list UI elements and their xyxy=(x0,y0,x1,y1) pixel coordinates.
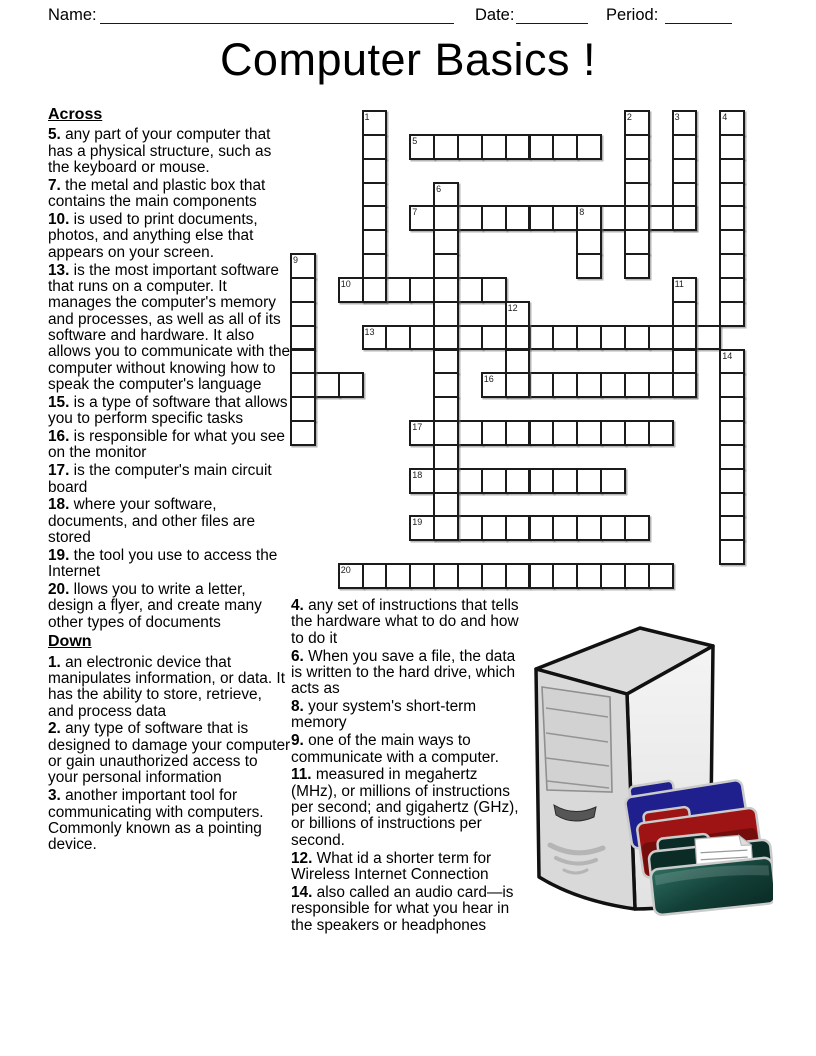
crossword-cell[interactable] xyxy=(433,277,459,303)
crossword-cell[interactable] xyxy=(672,110,698,136)
crossword-cell[interactable] xyxy=(457,515,483,541)
clue-number: 19 xyxy=(412,517,423,528)
crossword-cell[interactable] xyxy=(433,420,459,446)
clue-number: 2 xyxy=(626,112,632,122)
page-title: Computer Basics ! xyxy=(219,34,597,85)
name-label: Name: xyxy=(48,6,97,24)
crossword-cell[interactable] xyxy=(505,205,531,231)
crossword-cell[interactable] xyxy=(505,515,531,541)
crossword-cell[interactable] xyxy=(338,372,364,398)
computer-tower-folders-illustration xyxy=(523,618,773,920)
crossword-cell[interactable] xyxy=(362,110,388,136)
crossword-cell[interactable] xyxy=(481,468,507,494)
crossword-cell[interactable] xyxy=(529,515,555,541)
crossword-cell[interactable] xyxy=(648,205,674,231)
crossword-cell[interactable] xyxy=(290,277,316,303)
crossword-cell[interactable] xyxy=(719,468,745,494)
crossword-cell[interactable] xyxy=(409,325,435,351)
crossword-cell[interactable] xyxy=(481,277,507,303)
crossword-cell[interactable] xyxy=(433,492,459,518)
crossword-cell[interactable] xyxy=(576,468,602,494)
crossword-cell[interactable] xyxy=(719,182,745,208)
crossword-cell[interactable] xyxy=(529,468,555,494)
period-label: Period: xyxy=(606,6,659,24)
crossword-cell[interactable] xyxy=(719,134,745,160)
crossword-cell[interactable] xyxy=(672,134,698,160)
clue-5: 5. any part of your computer that has a physical structure, such as the keyboard or mouse. xyxy=(48,126,272,177)
crossword-cell[interactable] xyxy=(290,349,316,375)
crossword-cell[interactable] xyxy=(672,372,698,398)
clue-number: 7 xyxy=(412,207,418,218)
crossword-cell[interactable] xyxy=(624,110,650,136)
crossword-cell[interactable] xyxy=(600,420,626,446)
crossword-cell[interactable] xyxy=(672,325,698,351)
crossword-cell[interactable] xyxy=(576,253,602,279)
crossword-cell[interactable] xyxy=(457,420,483,446)
clue-13: 13. is the most important software that runs on a computer. It manages the computer's memory and processes, as well as all of its software and hardware. It also allows you to communicate with the computer without knowing how to speak the computer's language xyxy=(48,261,291,393)
crossword-cell[interactable] xyxy=(719,420,745,446)
clue-number: 11 xyxy=(674,278,684,289)
crossword-cell[interactable] xyxy=(719,229,745,255)
crossword-cell[interactable] xyxy=(481,420,507,446)
crossword-cell[interactable] xyxy=(624,205,650,231)
crossword-cell[interactable] xyxy=(385,563,411,589)
crossword-cell[interactable] xyxy=(529,205,555,231)
clue-11: 11. measured in megahertz (MHz), or millions of instructions per second; and gigahertz (GHz), or billions of instructions per second. xyxy=(291,766,519,849)
crossword-cell[interactable] xyxy=(552,468,578,494)
crossword-cell[interactable] xyxy=(576,325,602,351)
clue-15: 15. is a type of software that allows you to perform specific tasks xyxy=(48,393,288,428)
crossword-cell[interactable] xyxy=(481,325,507,351)
crossword-cell[interactable] xyxy=(433,563,459,589)
clue-3: 3. another important tool for communicating with computers. Commonly known as a pointing device. xyxy=(48,787,264,854)
crossword-cell[interactable] xyxy=(600,515,626,541)
clue-17: 17. is the computer's main circuit board xyxy=(48,462,272,496)
date-label: Date: xyxy=(475,6,515,24)
crossword-cell[interactable] xyxy=(505,301,531,327)
crossword-cell[interactable] xyxy=(505,325,531,351)
crossword-cell[interactable] xyxy=(481,515,507,541)
crossword-cell[interactable] xyxy=(600,563,626,589)
crossword-cell[interactable] xyxy=(719,539,745,565)
clue-number: 17 xyxy=(412,422,423,433)
crossword-cell[interactable] xyxy=(672,205,698,231)
crossword-cell[interactable] xyxy=(719,515,745,541)
crossword-cell[interactable] xyxy=(624,158,650,184)
clue-8: 8. your system's short-term memory xyxy=(291,698,477,732)
crossword-cell[interactable] xyxy=(505,563,531,589)
clue-number: 12 xyxy=(507,302,518,313)
crossword-cell[interactable] xyxy=(433,229,459,255)
clue-19: 19. the tool you use to access the Internet xyxy=(48,546,278,581)
crossword-cell[interactable] xyxy=(433,396,459,422)
crossword-cell[interactable] xyxy=(433,468,459,494)
crossword-cell[interactable] xyxy=(433,301,459,327)
crossword-cell[interactable] xyxy=(409,134,435,160)
crossword-cell[interactable] xyxy=(552,325,578,351)
crossword-cell[interactable] xyxy=(290,372,316,398)
crossword-cell[interactable] xyxy=(648,563,674,589)
crossword-cell[interactable] xyxy=(552,372,578,398)
crossword-cell[interactable] xyxy=(362,182,388,208)
crossword-cell[interactable] xyxy=(290,396,316,422)
crossword-cell[interactable] xyxy=(433,515,459,541)
crossword-cell[interactable] xyxy=(433,372,459,398)
down-clue-list-part2 xyxy=(291,598,526,934)
crossword-cell[interactable] xyxy=(672,182,698,208)
crossword-cell[interactable] xyxy=(600,468,626,494)
down-header: Down xyxy=(48,633,92,651)
crossword-cell[interactable] xyxy=(552,563,578,589)
crossword-cell[interactable] xyxy=(362,229,388,255)
crossword-cell[interactable] xyxy=(314,372,340,398)
crossword-cell[interactable] xyxy=(409,515,435,541)
clue-column-left xyxy=(48,107,291,855)
crossword-cell[interactable] xyxy=(719,301,745,327)
crossword-cell[interactable] xyxy=(600,372,626,398)
crossword-cell[interactable] xyxy=(362,205,388,231)
crossword-cell[interactable] xyxy=(719,158,745,184)
crossword-cell[interactable] xyxy=(433,205,459,231)
clue-6: 6. When you save a file, the data is written to the hard drive, which acts as xyxy=(291,647,516,698)
crossword-cell[interactable] xyxy=(624,515,650,541)
crossword-cell[interactable] xyxy=(624,182,650,208)
drive-bay-panel xyxy=(542,687,612,792)
crossword-cell[interactable] xyxy=(529,563,555,589)
crossword-cell[interactable] xyxy=(362,277,388,303)
crossword-cell[interactable] xyxy=(433,182,459,208)
crossword-cell[interactable] xyxy=(719,253,745,279)
folder-teal xyxy=(647,827,773,915)
crossword-cell[interactable] xyxy=(481,134,507,160)
crossword-cell[interactable] xyxy=(362,134,388,160)
crossword-cell[interactable] xyxy=(624,325,650,351)
crossword-cell[interactable] xyxy=(719,396,745,422)
clue-9: 9. one of the main ways to communicate with a computer. xyxy=(291,732,499,766)
clue-number: 5 xyxy=(412,135,418,146)
crossword-cell[interactable] xyxy=(576,563,602,589)
crossword-cell[interactable] xyxy=(529,134,555,160)
crossword-cell[interactable] xyxy=(576,515,602,541)
clue-column-middle xyxy=(291,598,526,935)
crossword-cell[interactable] xyxy=(481,563,507,589)
clue-number: 4 xyxy=(722,112,728,122)
crossword-cell[interactable] xyxy=(576,205,602,231)
crossword-cell[interactable] xyxy=(409,468,435,494)
crossword-cell[interactable] xyxy=(672,349,698,375)
clue-number: 8 xyxy=(579,207,585,218)
crossword-cell[interactable] xyxy=(457,205,483,231)
crossword-cell[interactable] xyxy=(409,563,435,589)
crossword-cell[interactable] xyxy=(457,277,483,303)
crossword-cell[interactable] xyxy=(576,134,602,160)
clue-number: 18 xyxy=(412,469,423,480)
crossword-cell[interactable] xyxy=(385,277,411,303)
crossword-cell[interactable] xyxy=(481,372,507,398)
clue-7: 7. the metal and plastic box that contains the main components xyxy=(48,176,266,211)
clue-number: 20 xyxy=(340,565,351,576)
clue-number: 9 xyxy=(293,255,299,266)
crossword-cell[interactable] xyxy=(719,205,745,231)
crossword-cell[interactable] xyxy=(338,563,364,589)
crossword-cell[interactable] xyxy=(576,229,602,255)
crossword-cell[interactable] xyxy=(719,492,745,518)
crossword-cell[interactable] xyxy=(457,134,483,160)
crossword-cell[interactable] xyxy=(433,349,459,375)
crossword-cell[interactable] xyxy=(457,468,483,494)
crossword-cell[interactable] xyxy=(719,444,745,470)
crossword-cell[interactable] xyxy=(600,325,626,351)
crossword-cell[interactable] xyxy=(719,110,745,136)
crossword-cell[interactable] xyxy=(672,277,698,303)
crossword-cell[interactable] xyxy=(505,420,531,446)
crossword-cell[interactable] xyxy=(719,372,745,398)
down-clue-list-part1 xyxy=(48,655,291,854)
crossword-cell[interactable] xyxy=(552,420,578,446)
crossword-cell[interactable] xyxy=(624,563,650,589)
crossword-cell[interactable] xyxy=(433,253,459,279)
crossword-cell[interactable] xyxy=(529,372,555,398)
crossword-cell[interactable] xyxy=(719,277,745,303)
crossword-cell[interactable] xyxy=(290,253,316,279)
crossword-cell[interactable] xyxy=(505,468,531,494)
clue-number: 6 xyxy=(436,183,442,194)
crossword-cell[interactable] xyxy=(695,325,721,351)
crossword-cell[interactable] xyxy=(362,158,388,184)
clue-2: 2. any type of software that is designed to damage your computer or gain unauthorized access to your personal information xyxy=(48,720,291,787)
crossword-cell[interactable] xyxy=(552,134,578,160)
crossword-cell[interactable] xyxy=(672,301,698,327)
clue-16: 16. is responsible for what you see on the monitor xyxy=(48,428,285,462)
crossword-cell[interactable] xyxy=(648,372,674,398)
clue-1: 1. an electronic device that manipulates information, or data. It has the ability to store, retrieve, and process data xyxy=(48,653,285,720)
crossword-cell[interactable] xyxy=(457,325,483,351)
crossword-cell[interactable] xyxy=(624,420,650,446)
clue-number: 10 xyxy=(340,278,351,289)
crossword-cell[interactable] xyxy=(505,349,531,375)
crossword-cell[interactable] xyxy=(481,205,507,231)
crossword-cell[interactable] xyxy=(719,349,745,375)
clue-18: 18. where your software, documents, and other files are stored xyxy=(48,496,256,547)
crossword-cell[interactable] xyxy=(409,420,435,446)
clue-number: 3 xyxy=(674,112,680,122)
crossword-cell[interactable] xyxy=(505,134,531,160)
crossword-cell[interactable] xyxy=(362,563,388,589)
crossword-cell[interactable] xyxy=(290,420,316,446)
clue-number: 16 xyxy=(483,374,494,385)
clue-12: 12. What id a shorter term for Wireless Internet Connection xyxy=(291,849,492,883)
clue-4: 4. any set of instructions that tells the hardware what to do and how to do it xyxy=(291,597,519,647)
clue-14: 14. also called an audio card—is responsible for what you hear in the speakers or headphones xyxy=(291,883,514,934)
crossword-cell[interactable] xyxy=(457,563,483,589)
crossword-cell[interactable] xyxy=(624,229,650,255)
crossword-cell[interactable] xyxy=(648,325,674,351)
clue-number: 13 xyxy=(364,326,375,337)
crossword-cell[interactable] xyxy=(338,277,364,303)
crossword-cell[interactable] xyxy=(505,372,531,398)
clue-number: 14 xyxy=(722,350,733,361)
across-header: Across xyxy=(48,106,103,123)
crossword-cell[interactable] xyxy=(362,325,388,351)
crossword-cell[interactable] xyxy=(624,253,650,279)
crossword-cell[interactable] xyxy=(409,277,435,303)
crossword-cell[interactable] xyxy=(409,205,435,231)
crossword-cell[interactable] xyxy=(576,420,602,446)
crossword-cell[interactable] xyxy=(552,515,578,541)
crossword-cell[interactable] xyxy=(290,301,316,327)
crossword-cell[interactable] xyxy=(433,134,459,160)
clue-number: 1 xyxy=(364,112,370,122)
crossword-cell[interactable] xyxy=(552,205,578,231)
crossword-cell[interactable] xyxy=(362,253,388,279)
crossword-cell[interactable] xyxy=(385,325,411,351)
crossword-cell[interactable] xyxy=(433,444,459,470)
crossword-cell[interactable] xyxy=(624,372,650,398)
crossword-cell[interactable] xyxy=(624,134,650,160)
crossword-cell[interactable] xyxy=(529,325,555,351)
crossword-cell[interactable] xyxy=(576,372,602,398)
across-clue-list xyxy=(48,127,291,631)
crossword-cell[interactable] xyxy=(433,325,459,351)
crossword-cell[interactable] xyxy=(648,420,674,446)
crossword-cell[interactable] xyxy=(529,420,555,446)
crossword-cell[interactable] xyxy=(290,325,316,351)
clue-20: 20. llows you to write a letter, design a flyer, and create many other types of documents xyxy=(48,581,262,631)
clue-10: 10. is used to print documents, photos, and anything else that appears on your screen. xyxy=(48,211,258,261)
crossword-cell[interactable] xyxy=(672,158,698,184)
crossword-cell[interactable] xyxy=(600,205,626,231)
